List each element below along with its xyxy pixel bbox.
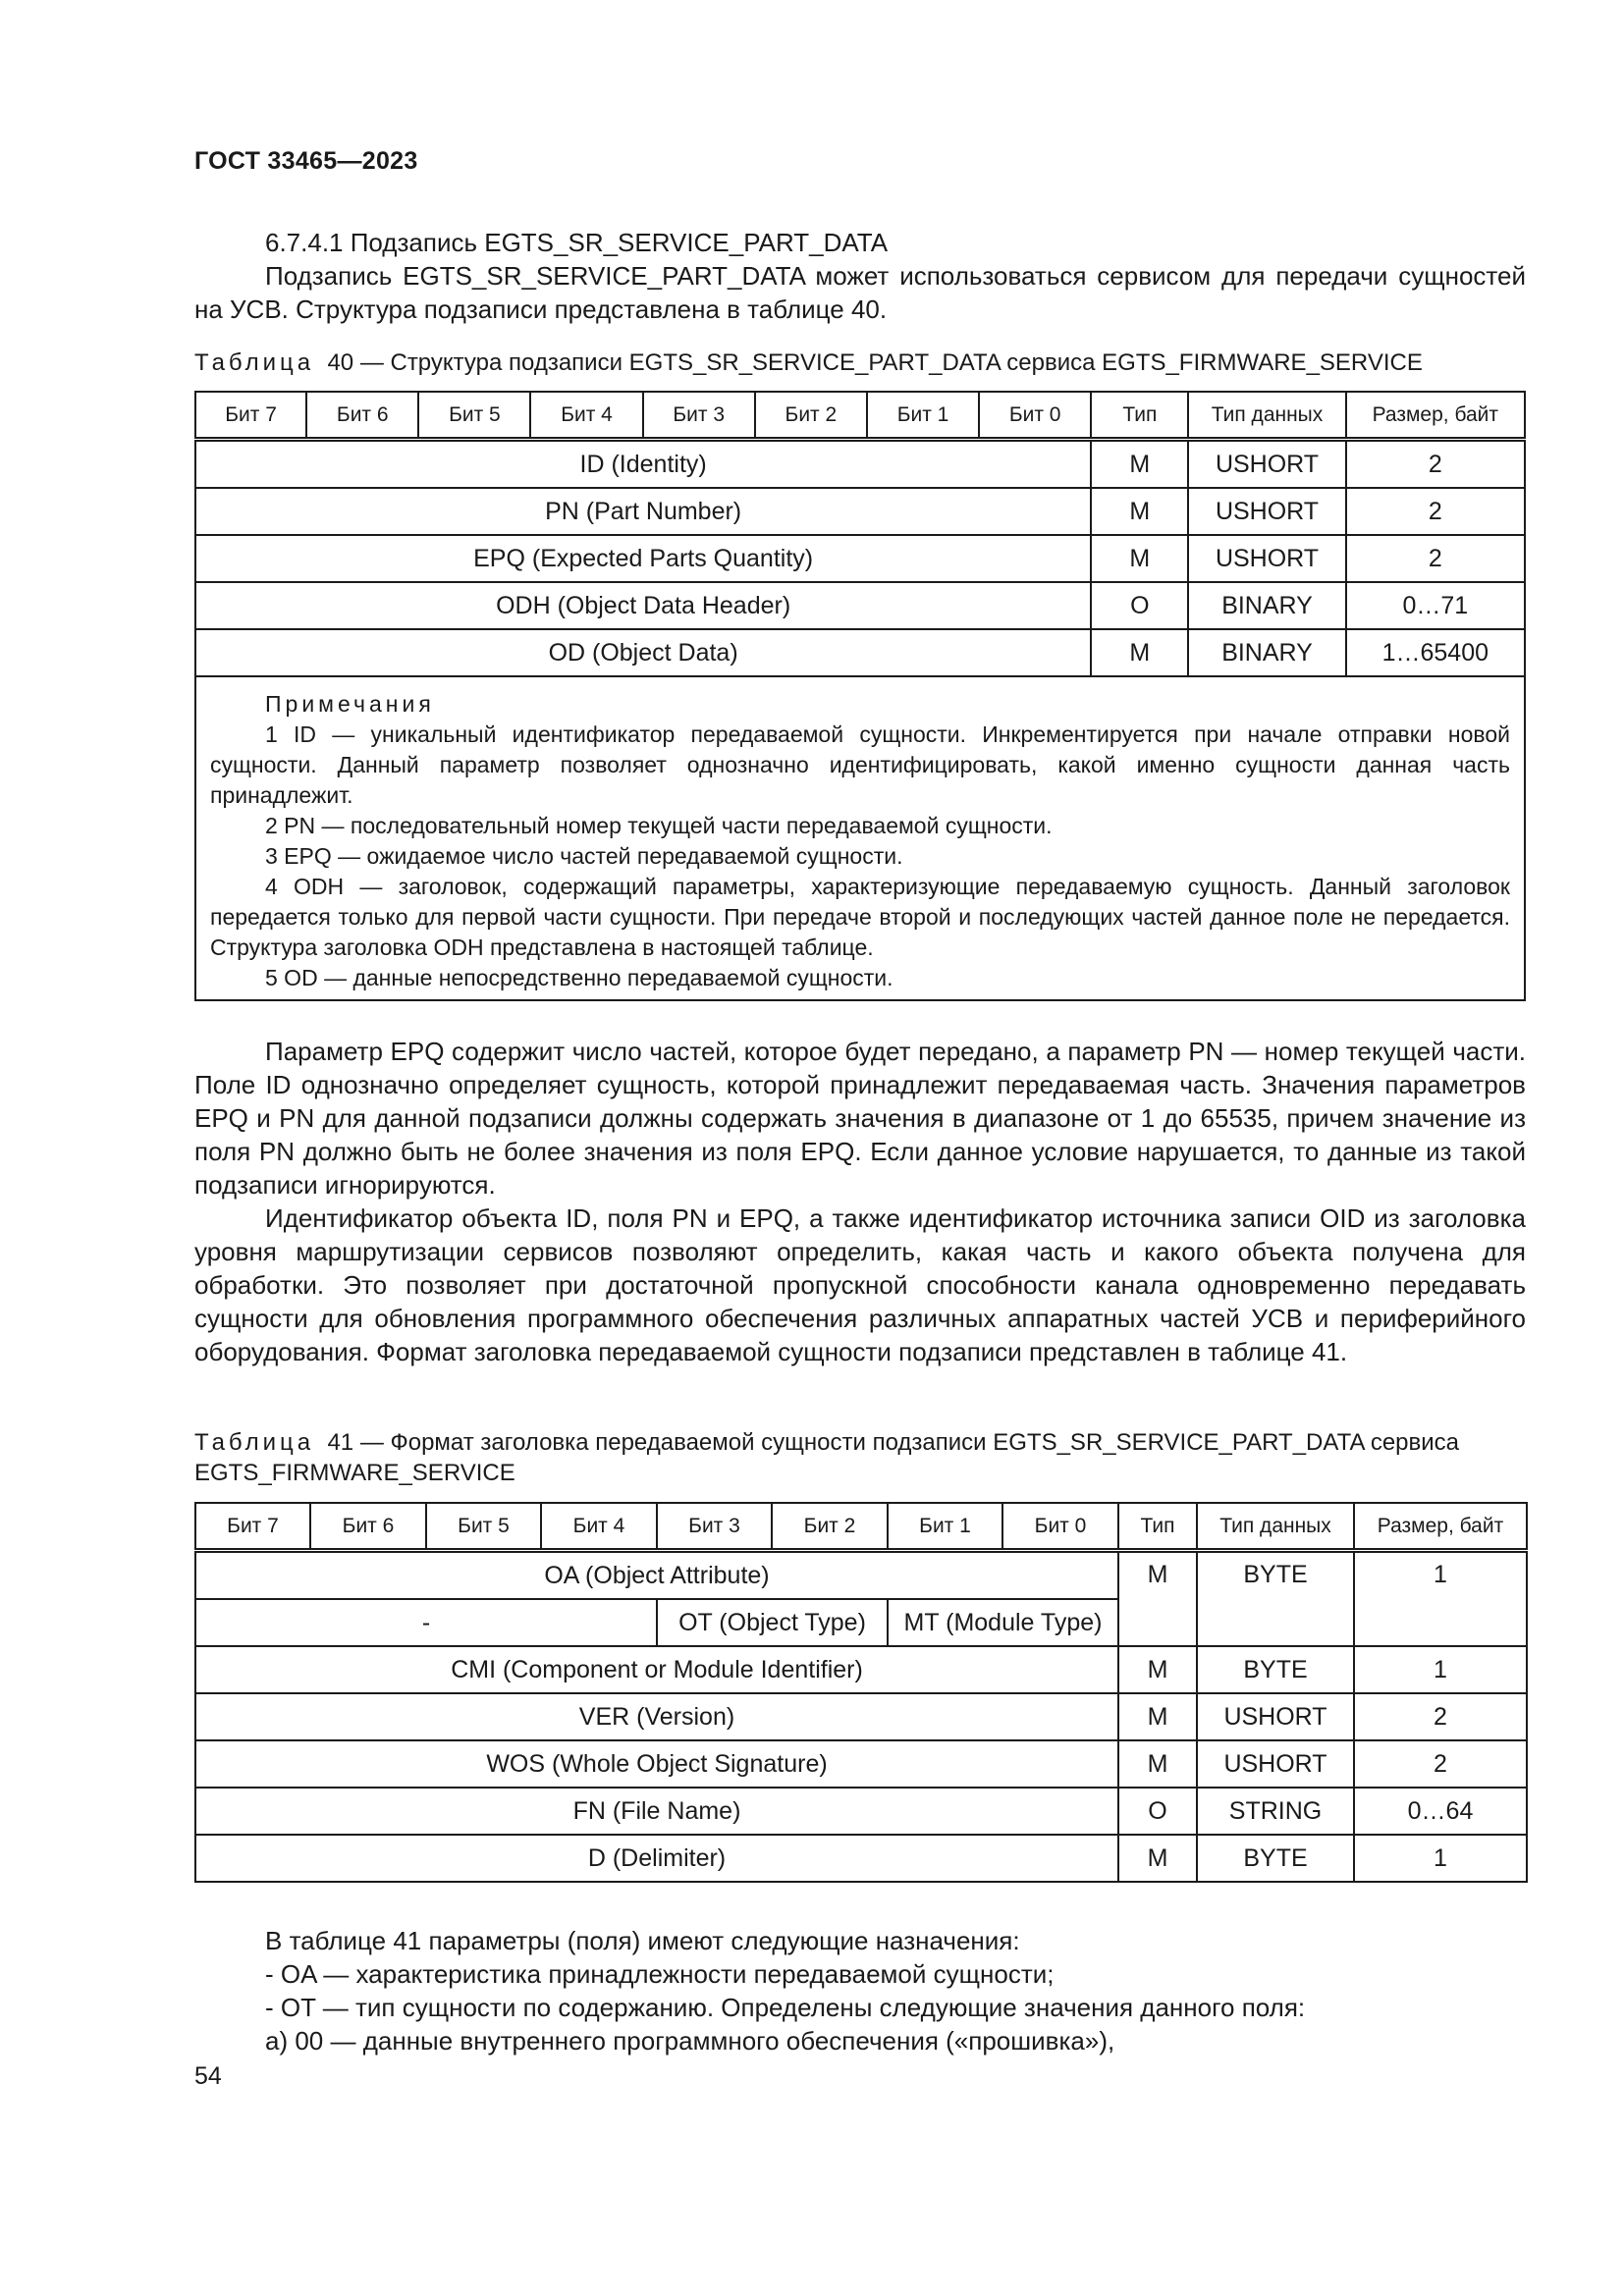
after-line: В таблице 41 параметры (поля) имеют следующие назначения: — [265, 1926, 1020, 1955]
size-cell: 1…65400 — [1346, 629, 1525, 676]
field-name-cell: OD (Object Data) — [195, 629, 1091, 676]
data-type-cell: BINARY — [1188, 582, 1345, 629]
type-cell: M — [1091, 440, 1188, 489]
table-row — [195, 1835, 1527, 1882]
table-row — [195, 1693, 1527, 1740]
field-name-cell: CMI (Component or Module Identifier) — [195, 1646, 1118, 1693]
module-type-cell: MT (Module Type) — [888, 1599, 1118, 1646]
header-cell: Бит 5 — [418, 392, 530, 440]
section-title: 6.7.4.1 Подзапись EGTS_SR_SERVICE_PART_DATA — [265, 228, 889, 257]
note-item: 4 ODH — заголовок, содержащий параметры, характеризующие передаваемую сущность. Данный заголовок передается только для первой части сущности. При передаче второй и последующих частей данное поле не передается. Структура заголовка ODH представлена в настоящей таблице. — [210, 874, 1510, 960]
type-cell: M — [1091, 629, 1188, 676]
header-cell: Бит 4 — [541, 1503, 657, 1551]
note-item: 2 PN — последовательный номер текущей части передаваемой сущности. — [265, 813, 1053, 838]
table40-caption-label: Таблица — [194, 349, 315, 376]
object-type-cell: OT (Object Type) — [657, 1599, 888, 1646]
after-line: - OA — характеристика принадлежности передаваемой сущности; — [265, 1959, 1055, 1989]
table-row — [195, 1551, 1527, 1600]
type-cell: M — [1091, 488, 1188, 535]
header-cell: Тип данных — [1197, 1503, 1354, 1551]
size-cell: 2 — [1354, 1693, 1527, 1740]
header-cell: Бит 1 — [867, 392, 979, 440]
header-cell: Тип — [1118, 1503, 1197, 1551]
field-name-cell: VER (Version) — [195, 1693, 1118, 1740]
size-cell: 0…71 — [1346, 582, 1525, 629]
table40-caption — [194, 347, 1526, 378]
note-item: 5 OD — данные непосредственно передаваемой сущности. — [265, 965, 893, 990]
data-type-cell: BYTE — [1197, 1835, 1354, 1882]
field-name-cell: PN (Part Number) — [195, 488, 1091, 535]
header-cell: Бит 2 — [755, 392, 867, 440]
header-cell: Размер, байт — [1346, 392, 1525, 440]
field-name-cell: D (Delimiter) — [195, 1835, 1118, 1882]
header-cell: Бит 2 — [772, 1503, 888, 1551]
table40-header-row — [195, 392, 1525, 440]
header-cell: Бит 4 — [530, 392, 642, 440]
data-type-cell: BINARY — [1188, 629, 1345, 676]
table41-caption-text: 41 — Формат заголовка передаваемой сущности подзаписи EGTS_SR_SERVICE_PART_DATA сервиса EGTS_FIRMWARE_SERVICE — [194, 1429, 1460, 1486]
data-type-cell: STRING — [1197, 1788, 1354, 1835]
document-page — [194, 0, 1526, 2296]
type-cell: M — [1118, 1646, 1197, 1693]
table-row — [195, 582, 1525, 629]
type-cell: O — [1091, 582, 1188, 629]
header-cell: Бит 5 — [426, 1503, 541, 1551]
header-cell: Бит 0 — [979, 392, 1091, 440]
header-cell: Бит 6 — [306, 392, 418, 440]
size-cell: 0…64 — [1354, 1788, 1527, 1835]
document-header: ГОСТ 33465—2023 — [194, 147, 418, 175]
field-name-cell: FN (File Name) — [195, 1788, 1118, 1835]
data-type-cell: BYTE — [1197, 1551, 1354, 1647]
table-row — [195, 1740, 1527, 1788]
table-row — [195, 629, 1525, 676]
data-type-cell: USHORT — [1188, 535, 1345, 582]
type-cell: M — [1118, 1551, 1197, 1647]
table41 — [194, 1502, 1528, 1883]
type-cell: M — [1091, 535, 1188, 582]
table-row — [195, 535, 1525, 582]
reserved-bits-cell: - — [195, 1599, 657, 1646]
size-cell: 1 — [1354, 1551, 1527, 1647]
header-cell: Тип данных — [1188, 392, 1345, 440]
header-cell: Бит 6 — [310, 1503, 426, 1551]
type-cell: M — [1118, 1740, 1197, 1788]
table40 — [194, 391, 1526, 1001]
data-type-cell: USHORT — [1188, 488, 1345, 535]
after-line: - OT — тип сущности по содержанию. Определены следующие значения данного поля: — [265, 1993, 1306, 2022]
field-name-cell: ID (Identity) — [195, 440, 1091, 489]
type-cell: O — [1118, 1788, 1197, 1835]
header-cell: Тип — [1091, 392, 1188, 440]
table-row — [195, 488, 1525, 535]
type-cell: M — [1118, 1835, 1197, 1882]
table41-caption-label: Таблица — [194, 1429, 315, 1456]
note-item: 3 EPQ — ожидаемое число частей передаваемой сущности. — [265, 843, 903, 869]
data-type-cell: USHORT — [1188, 440, 1345, 489]
paragraph-identifier: Идентификатор объекта ID, поля PN и EPQ, а также идентификатор источника записи OID из заголовка уровня маршрутизации сервисов позволяют определить, какая часть и какого объекта получена для обработки. Это позволяет при достаточной пропускной способности канала одновременно передавать сущности для обновления программного обеспечения различных аппаратных частей УСВ и периферийного оборудования. Формат заголовка передаваемой сущности подзаписи представлен в таблице 41. — [194, 1203, 1526, 1366]
field-name-cell: EPQ (Expected Parts Quantity) — [195, 535, 1091, 582]
notes-title: Примечания — [265, 691, 435, 717]
header-cell: Бит 7 — [195, 1503, 310, 1551]
table41-caption — [194, 1427, 1526, 1488]
header-cell: Бит 0 — [1002, 1503, 1118, 1551]
section-intro: Подзапись EGTS_SR_SERVICE_PART_DATA может использоваться сервисом для передачи сущностей на УСВ. Структура подзаписи представлена в таблице 40. — [194, 261, 1526, 324]
data-type-cell: BYTE — [1197, 1646, 1354, 1693]
type-cell: M — [1118, 1693, 1197, 1740]
table40-notes — [195, 676, 1525, 1000]
table-row — [195, 440, 1525, 489]
header-cell: Бит 3 — [643, 392, 755, 440]
table-row — [195, 1788, 1527, 1835]
header-cell: Бит 7 — [195, 392, 306, 440]
header-cell: Бит 3 — [657, 1503, 772, 1551]
size-cell: 2 — [1346, 440, 1525, 489]
size-cell: 1 — [1354, 1646, 1527, 1693]
data-type-cell: USHORT — [1197, 1740, 1354, 1788]
size-cell: 2 — [1346, 535, 1525, 582]
field-name-cell: OA (Object Attribute) — [195, 1551, 1118, 1600]
note-item: 1 ID — уникальный идентификатор передаваемой сущности. Инкрементируется при начале отправки новой сущности. Данный параметр позволяет однозначно идентифицировать, какой именно сущности данная часть принадлежит. — [210, 721, 1510, 808]
size-cell: 2 — [1354, 1740, 1527, 1788]
table40-notes-row — [195, 676, 1525, 1000]
header-cell: Бит 1 — [888, 1503, 1002, 1551]
field-name-cell: ODH (Object Data Header) — [195, 582, 1091, 629]
data-type-cell: USHORT — [1197, 1693, 1354, 1740]
size-cell: 2 — [1346, 488, 1525, 535]
size-cell: 1 — [1354, 1835, 1527, 1882]
page-number: 54 — [194, 2062, 222, 2090]
header-cell: Размер, байт — [1354, 1503, 1527, 1551]
field-name-cell: WOS (Whole Object Signature) — [195, 1740, 1118, 1788]
table40-caption-text: 40 — Структура подзаписи EGTS_SR_SERVICE_PART_DATA сервиса EGTS_FIRMWARE_SERVICE — [327, 349, 1423, 376]
table41-header-row — [195, 1503, 1527, 1551]
table-row — [195, 1646, 1527, 1693]
after-line: а) 00 — данные внутреннего программного обеспечения («прошивка»), — [265, 2026, 1115, 2056]
paragraph-epq: Параметр EPQ содержит число частей, которое будет передано, а параметр PN — номер текущей части. Поле ID однозначно определяет сущность, которой принадлежит передаваемая часть. Значения параметров EPQ и PN для данной подзаписи должны содержать значения в диапазоне от 1 до 65535, причем значение из поля PN должно быть не более значения из поля EPQ. Если данное условие нарушается, то данные из такой подзаписи игнорируются. — [194, 1037, 1526, 1200]
